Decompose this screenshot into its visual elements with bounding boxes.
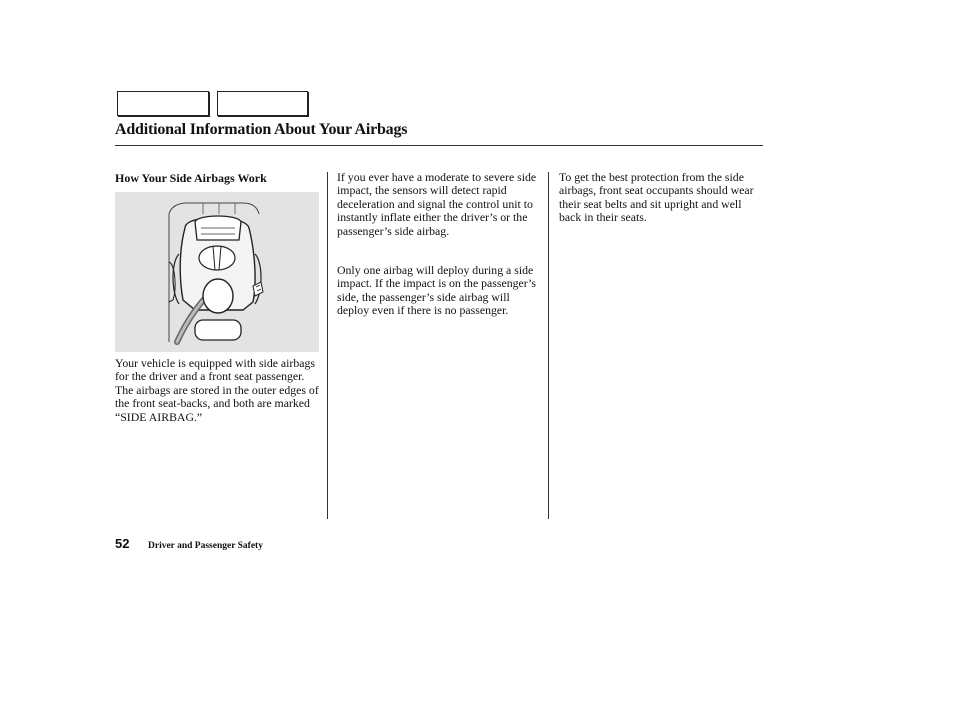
col3-paragraph: To get the best protection from the side airbags, front seat occupants should wear their seat belts and sit upright and well back in their seats.	[559, 170, 754, 225]
title-rule	[115, 145, 763, 146]
nav-box-next[interactable]	[217, 91, 308, 116]
side-airbag-illustration	[115, 192, 319, 352]
nav-box-previous[interactable]	[117, 91, 209, 116]
page-title: Additional Information About Your Airbags	[115, 121, 408, 138]
col1-paragraph: Your vehicle is equipped with side airbags for the driver and a front seat passenger. The airbags are stored in the outer edges of the front seat-backs, and both are marked “SIDE AIRBAG.”	[115, 356, 319, 424]
footer-section-name: Driver and Passenger Safety	[148, 541, 263, 551]
column-divider-2	[548, 172, 549, 519]
page-number: 52	[115, 536, 130, 551]
section-subhead: How Your Side Airbags Work	[115, 171, 267, 185]
col2-paragraph-2: Only one airbag will deploy during a side impact. If the impact is on the passenger’s side, the passenger’s side airbag will deploy even if there is no passenger.	[337, 263, 536, 318]
seat-occupant-icon	[115, 192, 319, 352]
col2-paragraph-1: If you ever have a moderate to severe side impact, the sensors will detect rapid deceleration and signal the control unit to instantly inflate either the driver’s or the passenger’s side airbag.	[337, 170, 537, 238]
column-divider-1	[327, 172, 328, 519]
